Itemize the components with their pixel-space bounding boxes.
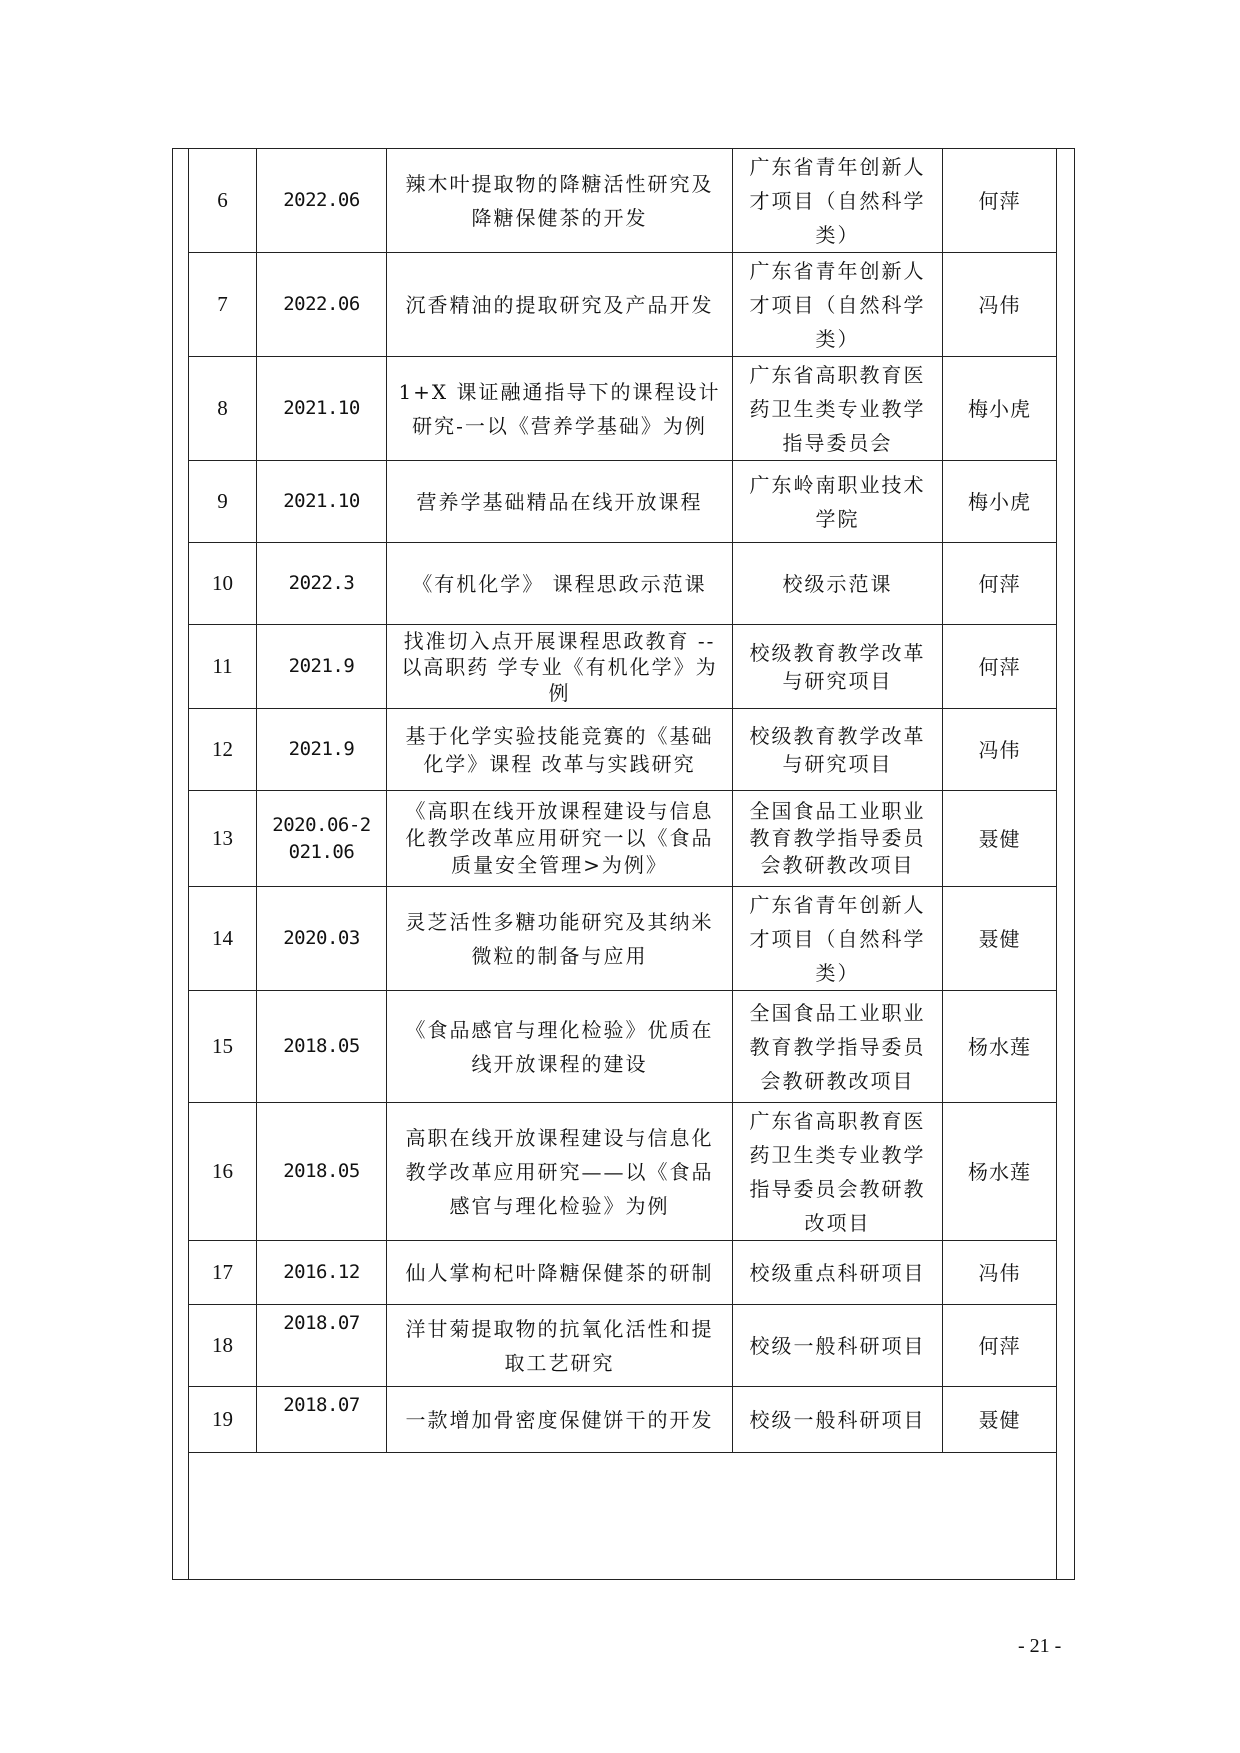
row-source: 广东省高职教育医药卫生类专业教学指导委员会	[733, 357, 943, 461]
table-row	[189, 625, 1057, 709]
row-date: 2018.07	[257, 1387, 387, 1453]
table-row	[189, 253, 1057, 357]
row-number: 8	[189, 357, 257, 461]
row-title: 灵芝活性多糖功能研究及其纳米微粒的制备与应用	[387, 887, 733, 991]
row-number: 11	[189, 625, 257, 709]
table-row	[189, 1103, 1057, 1241]
row-person: 聂健	[943, 1387, 1057, 1453]
row-person: 梅小虎	[943, 461, 1057, 543]
row-title: 1+X 课证融通指导下的课程设计研究-一以《营养学基础》为例	[387, 357, 733, 461]
row-number: 7	[189, 253, 257, 357]
row-date: 2020.06-2021.06	[257, 791, 387, 887]
page-number: - 21 -	[1018, 1635, 1062, 1657]
row-source: 校级一般科研项目	[733, 1387, 943, 1453]
row-title: 营养学基础精品在线开放课程	[387, 461, 733, 543]
row-date: 2022.06	[257, 149, 387, 253]
row-source: 校级教育教学改革与研究项目	[733, 625, 943, 709]
row-date: 2021.10	[257, 357, 387, 461]
row-number: 6	[189, 149, 257, 253]
row-title: 辣木叶提取物的降糖活性研究及降糖保健茶的开发	[387, 149, 733, 253]
row-source: 广东省高职教育医药卫生类专业教学指导委员会教研教改项目	[733, 1103, 943, 1241]
row-person: 冯伟	[943, 253, 1057, 357]
row-number: 17	[189, 1241, 257, 1305]
row-title: 仙人掌枸杞叶降糖保健茶的研制	[387, 1241, 733, 1305]
row-number: 19	[189, 1387, 257, 1453]
row-date: 2018.05	[257, 1103, 387, 1241]
row-date: 2020.03	[257, 887, 387, 991]
row-date: 2021.9	[257, 625, 387, 709]
row-title: 高职在线开放课程建设与信息化教学改革应用研究——以《食品感官与理化检验》为例	[387, 1103, 733, 1241]
row-person: 何萍	[943, 149, 1057, 253]
row-person: 杨水莲	[943, 1103, 1057, 1241]
row-date: 2021.9	[257, 709, 387, 791]
row-title: 《高职在线开放课程建设与信息化教学改革应用研究一以《食品质量安全管理>为例》	[387, 791, 733, 887]
row-number: 14	[189, 887, 257, 991]
row-source: 校级教育教学改革与研究项目	[733, 709, 943, 791]
row-date: 2022.06	[257, 253, 387, 357]
table-row	[189, 1241, 1057, 1305]
row-source: 广东省青年创新人才项目（自然科学类）	[733, 149, 943, 253]
table-row	[189, 991, 1057, 1103]
table-row	[189, 357, 1057, 461]
row-title: 《有机化学》 课程思政示范课	[387, 543, 733, 625]
row-date: 2021.10	[257, 461, 387, 543]
table-row	[189, 887, 1057, 991]
row-source: 广东省青年创新人才项目（自然科学类）	[733, 253, 943, 357]
row-number: 15	[189, 991, 257, 1103]
row-person: 冯伟	[943, 1241, 1057, 1305]
row-person: 何萍	[943, 625, 1057, 709]
row-source: 广东岭南职业技术学院	[733, 461, 943, 543]
row-date: 2022.3	[257, 543, 387, 625]
row-person: 梅小虎	[943, 357, 1057, 461]
table-row	[189, 1305, 1057, 1387]
row-date: 2018.05	[257, 991, 387, 1103]
row-title: 基于化学实验技能竞赛的《基础化学》课程 改革与实践研究	[387, 709, 733, 791]
row-source: 校级重点科研项目	[733, 1241, 943, 1305]
row-date: 2018.07	[257, 1305, 387, 1387]
project-table	[188, 148, 1057, 1453]
row-number: 9	[189, 461, 257, 543]
row-person: 何萍	[943, 1305, 1057, 1387]
table-row	[189, 791, 1057, 887]
table-row	[189, 709, 1057, 791]
row-source: 全国食品工业职业教育教学指导委员会教研教改项目	[733, 991, 943, 1103]
row-person: 聂健	[943, 887, 1057, 991]
row-number: 12	[189, 709, 257, 791]
table-row	[189, 543, 1057, 625]
row-number: 10	[189, 543, 257, 625]
row-person: 何萍	[943, 543, 1057, 625]
row-title: 洋甘菊提取物的抗氧化活性和提取工艺研究	[387, 1305, 733, 1387]
row-number: 13	[189, 791, 257, 887]
row-title: 一款增加骨密度保健饼干的开发	[387, 1387, 733, 1453]
row-title: 找准切入点开展课程思政教育 --以高职药 学专业《有机化学》为例	[387, 625, 733, 709]
row-person: 聂健	[943, 791, 1057, 887]
row-title: 沉香精油的提取研究及产品开发	[387, 253, 733, 357]
table-row	[189, 1387, 1057, 1453]
row-person: 杨水莲	[943, 991, 1057, 1103]
project-table-body	[189, 149, 1057, 1453]
row-date: 2016.12	[257, 1241, 387, 1305]
row-number: 16	[189, 1103, 257, 1241]
row-person: 冯伟	[943, 709, 1057, 791]
table-row	[189, 461, 1057, 543]
row-number: 18	[189, 1305, 257, 1387]
table-row	[189, 149, 1057, 253]
row-source: 广东省青年创新人才项目（自然科学类）	[733, 887, 943, 991]
row-source: 全国食品工业职业教育教学指导委员会教研教改项目	[733, 791, 943, 887]
row-source: 校级示范课	[733, 543, 943, 625]
row-title: 《食品感官与理化检验》优质在线开放课程的建设	[387, 991, 733, 1103]
row-source: 校级一般科研项目	[733, 1305, 943, 1387]
